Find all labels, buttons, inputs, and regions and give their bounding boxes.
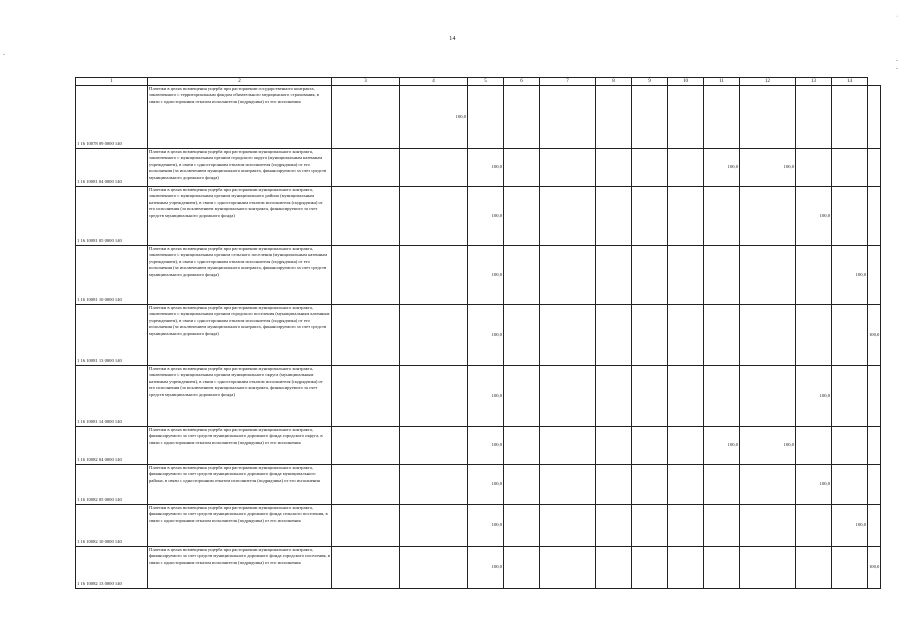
table-row [76,505,881,547]
cell-col-6 [504,547,540,589]
cell-col-4 [400,246,468,305]
cell-col-12: 100,0 [740,149,796,187]
cell-col-5: 100,0 [468,187,504,246]
cell-col-14: 100,0 [832,505,868,547]
cell-col-7 [540,427,596,465]
cell-col-9 [632,427,668,465]
cell-col-6 [504,366,540,427]
column-header-3: 3 [332,78,400,86]
column-header-4: 4 [400,78,468,86]
edge-mark-top-right: · [896,14,898,20]
cell-col-5: 100,0 [468,427,504,465]
cell-col-3 [332,246,400,305]
cell-col-9 [632,246,668,305]
cell-col-11 [704,86,740,149]
edge-mark-right-1: - [896,58,898,64]
cell-col-13 [796,149,832,187]
cell-col-3 [332,305,400,366]
cell-col-4 [400,366,468,427]
cell-col-9 [632,86,668,149]
cell-col-8 [596,149,632,187]
cell-col-9 [632,366,668,427]
table-row [76,465,881,505]
cell-col-11 [704,187,740,246]
row-code: 1 16 10081 05 0000 140 [76,187,148,246]
cell-col-14: 100,0 [832,246,868,305]
cell-col-7 [540,86,596,149]
cell-col-13 [796,427,832,465]
row-name: Платежи в целях возмещения ущерба при расторжении муниципального контракта, заключенного с муниципальным органом муниципального округа (муниципальным казенным учреждением), в связи с односторонним отказом исполнителя (подрядчика) от его исполнения (за исключением муниципального контракта, финансируемого за счет средств муниципального дорожного фонда) [148,366,332,427]
row-code: 1 16 10081 10 0000 140 [76,246,148,305]
cell-col-10 [668,427,704,465]
cell-col-5: 100,0 [468,246,504,305]
column-header-2: 2 [148,78,332,86]
row-name: Платежи в целях возмещения ущерба при расторжении муниципального контракта, заключенного с муниципальным органом сельского поселения (муниципальным казенным учреждением), в связи с односторонним отказом исполнителя (подрядчика) от его исполнения (за исключением муниципального контракта, финансируемого за счет средств муниципального дорожного фонда) [148,246,332,305]
row-name: Платежи в целях возмещения ущерба при расторжении муниципального контракта, заключенного с муниципальным органом муниципального района (муниципальным казенным учреждением), в связи с односторонним отказом исполнителя (подрядчика) от его исполнения (за исключением муниципального контракта, финансируемого за счет средств муниципального дорожного фонда) [148,187,332,246]
cell-col-10 [668,246,704,305]
cell-col-11 [704,547,740,589]
cell-col-10 [668,505,704,547]
cell-col-7 [540,149,596,187]
column-header-9: 9 [632,78,668,86]
cell-col-15 [868,149,881,187]
cell-col-11 [704,465,740,505]
cell-col-13 [796,305,832,366]
column-header-1: 1 [76,78,148,86]
row-name: Платежи в целях возмещения ущерба при расторжении муниципального контракта, финансируемого за счет средств муниципального дорожного фонда городского поселения, в связи с односторонним отказом исполнителя (подрядчика) от его исполнения [148,547,332,589]
cell-col-4 [400,547,468,589]
cell-col-10 [668,86,704,149]
cell-col-14 [832,465,868,505]
cell-col-7 [540,505,596,547]
cell-col-14 [832,187,868,246]
row-name: Платежи в целях возмещения ущерба при расторжении муниципального контракта, финансируемого за счет средств муниципального дорожного фонда сельского поселения, в связи с односторонним отказом исполнителя (подрядчика) от его исполнения [148,505,332,547]
cell-col-12 [740,547,796,589]
cell-col-4 [400,305,468,366]
row-name: Платежи в целях возмещения ущерба при расторжении муниципального контракта, финансируемого за счет средств муниципального дорожного фонда городского округа, в связи с односторонним отказом исполнителя (подрядчика) от его исполнения [148,427,332,465]
cell-col-15 [868,505,881,547]
cell-col-10 [668,547,704,589]
cell-col-4 [400,187,468,246]
row-name: Платежи в целях возмещения ущерба при расторжении муниципального контракта, заключенного с муниципальным органом городского поселения (муниципальным казенным учреждением), в связи с односторонним отказом исполнителя (подрядчика) от его исполнения (за исключением муниципального контракта, финансируемого за счет средств муниципального дорожного фонда) [148,305,332,366]
row-name: Платежи в целях возмещения ущерба при расторжении муниципального контракта, финансируемого за счет средств муниципального дорожного фонда муниципального района, в связи с односторонним отказом исполнителя (подрядчика) от его исполнения [148,465,332,505]
cell-col-13 [796,86,832,149]
cell-col-4 [400,465,468,505]
cell-col-8 [596,305,632,366]
column-header-11: 11 [704,78,740,86]
cell-col-4 [400,149,468,187]
cell-col-3 [332,86,400,149]
cell-col-13 [796,246,832,305]
cell-col-5: 100,0 [468,465,504,505]
table-row [76,366,881,427]
cell-col-13: 100,0 [796,187,832,246]
row-name: Платежи в целях возмещения ущерба при расторжении государственного контракта, заключенного с территориальным фондом обязательного медицинского страхования, в связи с односторонним отказом исполнителя (подрядчика) от его исполнения [148,86,332,149]
cell-col-15: 100,0 [868,305,881,366]
page-number: 14 [449,36,456,42]
cell-col-8 [596,187,632,246]
cell-col-4 [400,427,468,465]
cell-col-7 [540,547,596,589]
header-row [76,78,881,86]
cell-col-9 [632,305,668,366]
cell-col-12 [740,246,796,305]
cell-col-8 [596,246,632,305]
cell-col-12 [740,366,796,427]
cell-col-6 [504,427,540,465]
cell-col-14 [832,86,868,149]
cell-col-7 [540,465,596,505]
cell-col-10 [668,366,704,427]
table-row [76,86,881,149]
cell-col-4: 100,0 [400,86,468,149]
cell-col-11 [704,246,740,305]
cell-col-14 [832,305,868,366]
cell-col-5: 100,0 [468,547,504,589]
cell-col-12 [740,505,796,547]
cell-col-7 [540,305,596,366]
cell-col-12 [740,86,796,149]
cell-col-13: 100,0 [796,465,832,505]
cell-col-6 [504,149,540,187]
cell-col-5 [468,86,504,149]
cell-col-6 [504,305,540,366]
cell-col-5: 100,0 [468,149,504,187]
row-code: 1 16 10082 10 0000 140 [76,505,148,547]
cell-col-11: 100,0 [704,427,740,465]
column-header-10: 10 [668,78,704,86]
cell-col-14 [832,366,868,427]
cell-col-8 [596,465,632,505]
cell-col-13: 100,0 [796,366,832,427]
cell-col-12 [740,187,796,246]
row-code: 1 16 10082 13 0000 140 [76,547,148,589]
cell-col-5: 100,0 [468,505,504,547]
table-row [76,246,881,305]
column-header-7: 7 [540,78,596,86]
cell-col-13 [796,505,832,547]
cell-col-14 [832,547,868,589]
cell-col-3 [332,427,400,465]
cell-col-9 [632,149,668,187]
cell-col-11 [704,305,740,366]
cell-col-6 [504,505,540,547]
column-header-8: 8 [596,78,632,86]
edge-mark-right-2: - [896,66,898,72]
cell-col-3 [332,366,400,427]
row-code: 1 16 10082 05 0000 140 [76,465,148,505]
cell-col-15 [868,465,881,505]
cell-col-15 [868,427,881,465]
cell-col-7 [540,246,596,305]
cell-col-3 [332,149,400,187]
cell-col-3 [332,505,400,547]
cell-col-8 [596,547,632,589]
cell-col-6 [504,86,540,149]
cell-col-7 [540,187,596,246]
table-row [76,149,881,187]
cell-col-11 [704,505,740,547]
column-header-5: 5 [468,78,504,86]
cell-col-9 [632,505,668,547]
budget-table [75,77,881,589]
cell-col-10 [668,149,704,187]
cell-col-12: 100,0 [740,427,796,465]
cell-col-12 [740,465,796,505]
table-row [76,547,881,589]
cell-col-6 [504,465,540,505]
cell-col-8 [596,505,632,547]
cell-col-9 [632,187,668,246]
table-row [76,427,881,465]
cell-col-10 [668,465,704,505]
cell-col-15 [868,86,881,149]
cell-col-3 [332,547,400,589]
cell-col-8 [596,86,632,149]
cell-col-10 [668,187,704,246]
row-code: 1 16 10082 04 0000 140 [76,427,148,465]
cell-col-15 [868,246,881,305]
cell-col-11 [704,366,740,427]
cell-col-7 [540,366,596,427]
cell-col-3 [332,187,400,246]
cell-col-6 [504,246,540,305]
row-code: 1 16 10081 13 0000 140 [76,305,148,366]
cell-col-15 [868,187,881,246]
cell-col-10 [668,305,704,366]
cell-col-12 [740,305,796,366]
column-header-14: 14 [832,78,868,86]
cell-col-14 [832,427,868,465]
row-code: 1 16 10081 04 0000 140 [76,149,148,187]
cell-col-5: 100,0 [468,305,504,366]
table-row [76,187,881,246]
cell-col-4 [400,505,468,547]
cell-col-8 [596,427,632,465]
row-name: Платежи в целях возмещения ущерба при расторжении муниципального контракта, заключенного с муниципальным органом городского округа (муниципальным казенным учреждением), в связи с односторонним отказом исполнителя (подрядчика) от его исполнения (за исключением муниципального контракта, финансируемого за счет средств муниципального дорожного фонда) [148,149,332,187]
cell-col-6 [504,187,540,246]
table-row [76,305,881,366]
cell-col-3 [332,465,400,505]
column-header-6: 6 [504,78,540,86]
cell-col-8 [596,366,632,427]
cell-col-9 [632,465,668,505]
cell-col-14 [832,149,868,187]
cell-col-5: 100,0 [468,366,504,427]
cell-col-9 [632,547,668,589]
table-body [76,86,881,589]
row-code: 1 16 10078 09 0000 140 [76,86,148,149]
cell-col-15: 100,0 [868,547,881,589]
row-code: 1 16 10081 14 0000 140 [76,366,148,427]
column-header-12: 12 [740,78,796,86]
cell-col-11: 100,0 [704,149,740,187]
cell-col-13 [796,547,832,589]
edge-mark-left: - [3,52,5,58]
cell-col-15 [868,366,881,427]
column-header-13: 13 [796,78,832,86]
